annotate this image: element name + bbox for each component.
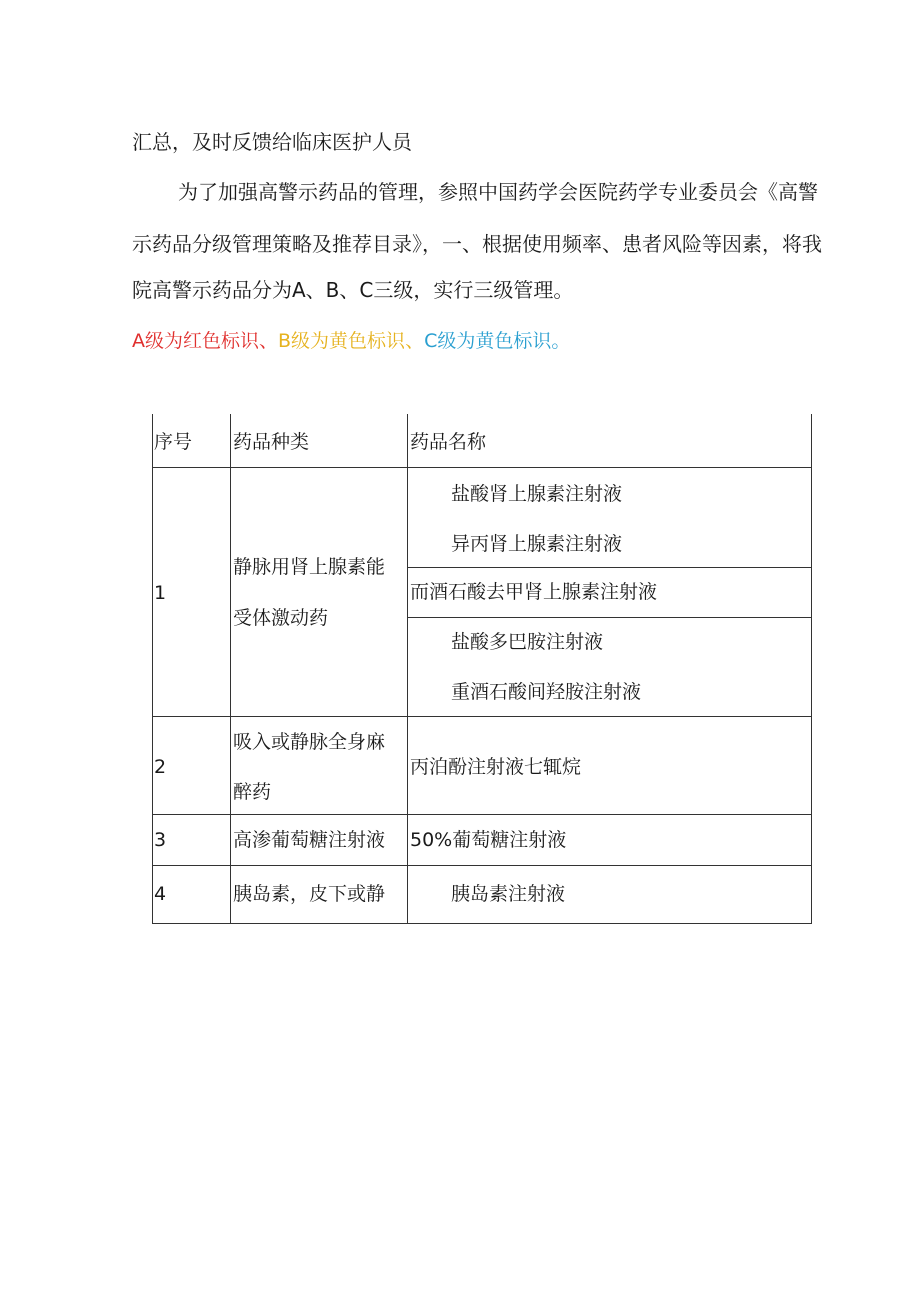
table-border: [152, 716, 812, 717]
row-category: 高渗葡萄糖注射液: [233, 829, 386, 851]
legend-separator: 、: [405, 330, 425, 352]
row-no: 2: [154, 756, 167, 778]
table-border: [152, 865, 812, 866]
paragraph-line-1: 汇总，及时反馈给临床医护人员: [132, 130, 412, 154]
drug-name: 盐酸多巴胺注射液: [451, 631, 604, 653]
header-name: 药品名称: [410, 431, 487, 453]
level-b-label: B级为黄色标识: [278, 330, 406, 352]
row-category: 受体激动药: [233, 607, 329, 629]
paragraph-line-4: 院高警示药品分为A、B、C三级，实行三级管理。: [132, 278, 574, 302]
row-category: 静脉用肾上腺素能: [233, 556, 386, 578]
paragraph-line-2: 为了加强高警示药品的管理，参照中国药学会医院药学专业委员会《高警: [178, 180, 818, 204]
row-no: 4: [154, 883, 167, 905]
table-border: [152, 467, 812, 468]
row-category: 胰岛素，皮下或静: [233, 883, 386, 905]
table-border: [230, 414, 231, 924]
row-no: 3: [154, 829, 167, 851]
table-border: [407, 414, 408, 924]
header-category: 药品种类: [233, 431, 310, 453]
row-category: 醉药: [233, 781, 272, 803]
legend-separator: 、: [259, 330, 279, 352]
drug-name: 50%葡萄糖注射液: [410, 829, 567, 851]
legend-end: 。: [551, 330, 571, 352]
row-category: 吸入或静脉全身麻: [233, 731, 386, 753]
level-color-legend: [132, 326, 570, 353]
drug-name: 丙泊酚注射液七辄烷: [410, 756, 582, 778]
drug-name: 而酒石酸去甲肾上腺素注射液: [410, 581, 658, 603]
table-border: [407, 567, 812, 568]
header-no: 序号: [154, 431, 193, 453]
paragraph-line-3: 示药品分级管理策略及推荐目录》，一、根据使用频率、患者风险等因素，将我: [132, 232, 822, 256]
drug-name: 胰岛素注射液: [451, 883, 566, 905]
drug-name: 盐酸肾上腺素注射液: [451, 483, 623, 505]
level-a-label: A级为红色标识: [132, 330, 259, 352]
level-c-label: C级为黄色标识: [424, 330, 552, 352]
row-no: 1: [154, 582, 167, 604]
table-border: [811, 414, 812, 924]
table-border: [152, 923, 812, 924]
table-border: [407, 617, 812, 618]
drug-name: 异丙肾上腺素注射液: [451, 533, 623, 555]
table-border: [152, 814, 812, 815]
table-border: [152, 414, 153, 924]
drug-name: 重酒石酸间羟胺注射液: [451, 681, 642, 703]
